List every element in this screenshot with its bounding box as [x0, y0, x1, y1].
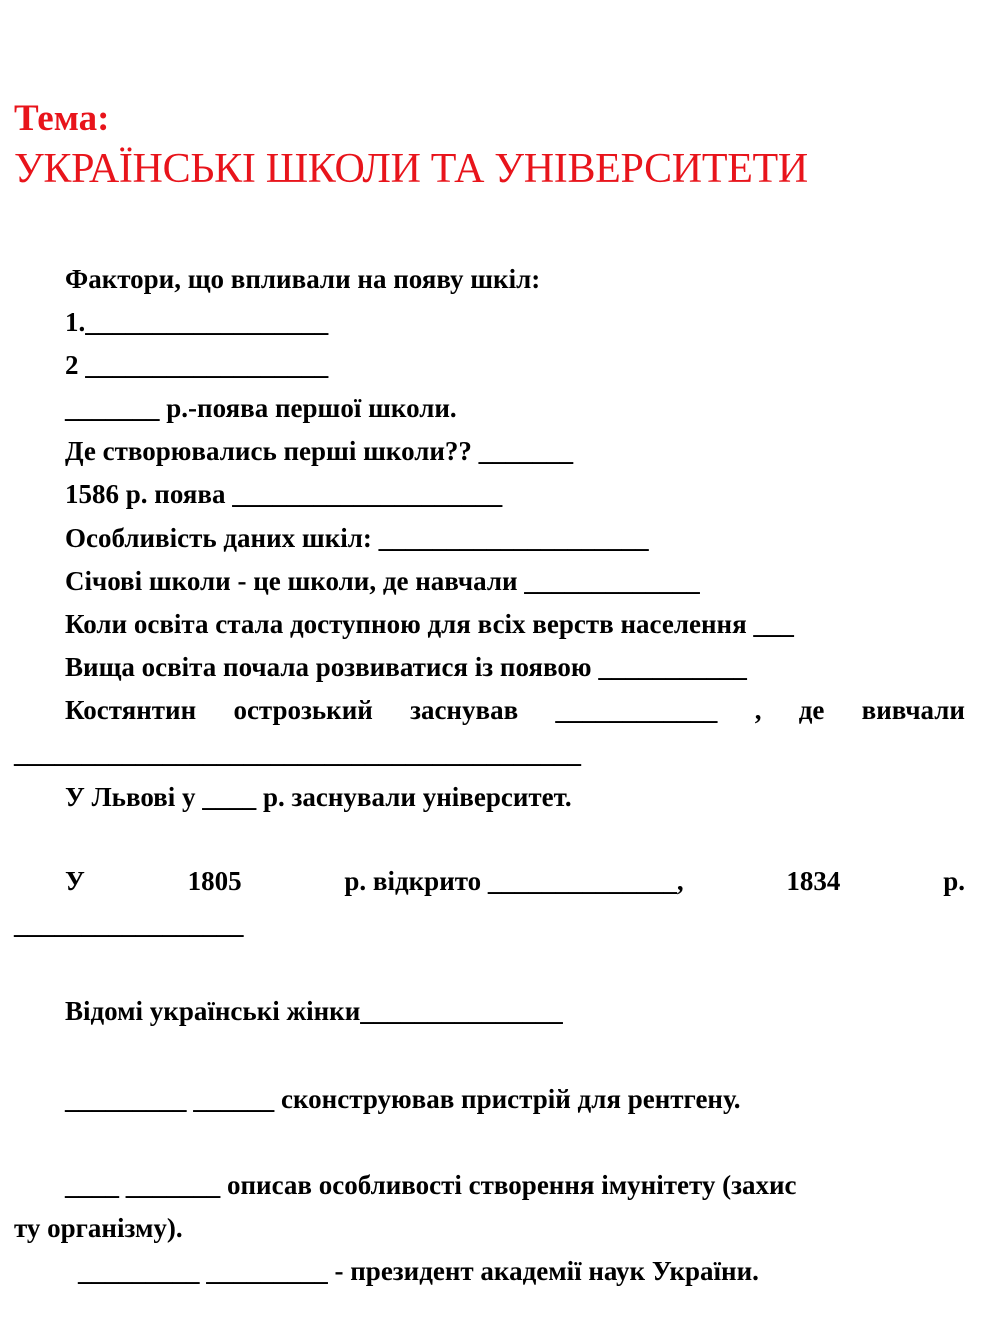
xray-device-question: _________ ______ сконструював пристрій для рентгену. [65, 1084, 741, 1114]
year-1805-word: 1834 [786, 866, 841, 896]
academy-president-question: _________ _________ - президент академії наук України. [78, 1256, 759, 1286]
where-schools-question: Де створювались перші школи?? _______ [65, 436, 574, 466]
sich-schools-question: Січові школи - це школи, де навчали _____________ [65, 566, 700, 596]
education-access-question: Коли освіта стала доступною для всіх верств населення ___ [65, 609, 794, 639]
ostrozky-continuation-blank: __________________________________________ [14, 738, 581, 768]
school-feature-question: Особливість даних шкіл: ____________________ [65, 523, 649, 553]
year-1805-word: 1805 [187, 866, 242, 896]
year-1805-word: р. відкрито ______________, [344, 866, 684, 896]
immunity-question: ____ _______ описав особливості створення імунітету (захис [65, 1170, 797, 1200]
first-school-question: _______ р.-поява першої школи. [65, 393, 457, 423]
ostrozky-word: вивчали [861, 695, 965, 725]
page-title: УКРАЇНСЬКІ ШКОЛИ ТА УНІВЕРСИТЕТИ [14, 146, 808, 192]
immunity-question-continuation: ту організму). [14, 1213, 183, 1243]
factor-2-blank: 2 __________________ [65, 350, 329, 380]
ostrozky-word: острозький [233, 695, 373, 725]
year-1805-question [65, 868, 965, 895]
year-1805-word: р. [943, 866, 965, 896]
ostrozky-word: , [754, 695, 762, 725]
year-1834-continuation-blank: _________________ [14, 909, 244, 939]
ostrozky-word: Костянтин [65, 695, 197, 725]
year-1805-word: У [65, 866, 85, 896]
year-1586-question: 1586 р. поява ____________________ [65, 479, 503, 509]
factors-question: Фактори, що впливали на появу шкіл: [65, 264, 541, 294]
factor-1-blank: 1.__________________ [65, 307, 329, 337]
ostrozky-question [65, 697, 965, 724]
ukrainian-women-label: Відомі українські жінки [65, 996, 361, 1026]
ukrainian-women-blank: _______________ [360, 996, 563, 1026]
higher-education-question: Вища освіта почала розвиватися із появою ___________ [65, 652, 747, 682]
lviv-university-question: У Львові у ____ р. заснували університет. [65, 782, 572, 812]
tema-label: Тема: [14, 98, 110, 139]
ostrozky-word: заснував [410, 695, 519, 725]
ukrainian-women-question [65, 998, 563, 1025]
ostrozky-word: де [798, 695, 825, 725]
ostrozky-blank: ____________ [555, 695, 718, 725]
